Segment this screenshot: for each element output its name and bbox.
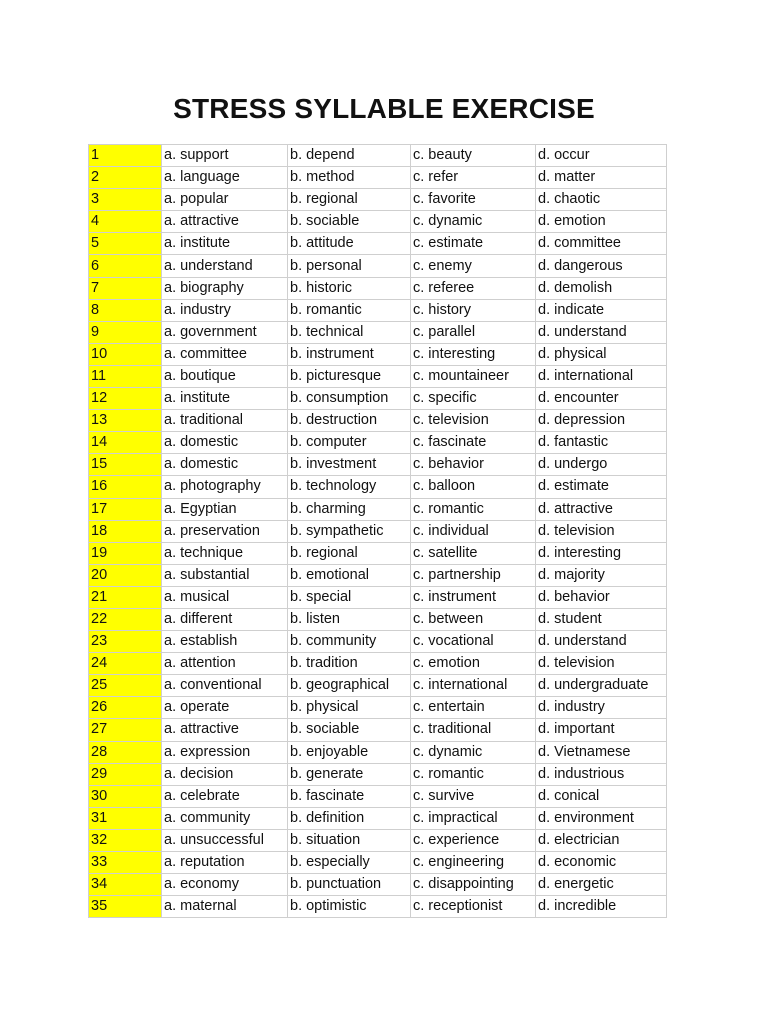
option-b-cell: b. technical xyxy=(288,321,411,343)
option-c-cell: c. survive xyxy=(411,785,536,807)
option-a-cell: a. celebrate xyxy=(162,785,288,807)
option-b-cell: b. method xyxy=(288,167,411,189)
option-d-cell: d. attractive xyxy=(536,498,667,520)
option-a-cell: a. decision xyxy=(162,763,288,785)
table-row xyxy=(89,852,667,874)
option-a-cell: a. community xyxy=(162,807,288,829)
table-row xyxy=(89,432,667,454)
option-a-cell: a. institute xyxy=(162,233,288,255)
table-row xyxy=(89,410,667,432)
question-number-cell: 25 xyxy=(89,675,162,697)
option-c-cell: c. enemy xyxy=(411,255,536,277)
option-a-cell: a. popular xyxy=(162,189,288,211)
option-d-cell: d. student xyxy=(536,608,667,630)
option-a-cell: a. establish xyxy=(162,631,288,653)
table-row xyxy=(89,476,667,498)
question-number-cell: 21 xyxy=(89,586,162,608)
option-c-cell: c. favorite xyxy=(411,189,536,211)
table-row xyxy=(89,586,667,608)
option-d-cell: d. interesting xyxy=(536,542,667,564)
question-number-cell: 30 xyxy=(89,785,162,807)
question-number-cell: 20 xyxy=(89,564,162,586)
option-b-cell: b. tradition xyxy=(288,653,411,675)
table-row xyxy=(89,631,667,653)
option-c-cell: c. instrument xyxy=(411,586,536,608)
question-number-cell: 35 xyxy=(89,896,162,918)
exercise-table xyxy=(88,144,667,918)
option-b-cell: b. listen xyxy=(288,608,411,630)
option-d-cell: d. industrious xyxy=(536,763,667,785)
option-d-cell: d. economic xyxy=(536,852,667,874)
option-c-cell: c. partnership xyxy=(411,564,536,586)
table-row xyxy=(89,542,667,564)
option-a-cell: a. attractive xyxy=(162,719,288,741)
option-a-cell: a. technique xyxy=(162,542,288,564)
question-number-cell: 8 xyxy=(89,299,162,321)
option-b-cell: b. depend xyxy=(288,145,411,167)
question-number-cell: 1 xyxy=(89,145,162,167)
option-b-cell: b. regional xyxy=(288,189,411,211)
table-row xyxy=(89,608,667,630)
question-number-cell: 10 xyxy=(89,343,162,365)
option-a-cell: a. attention xyxy=(162,653,288,675)
option-b-cell: b. situation xyxy=(288,829,411,851)
table-row xyxy=(89,763,667,785)
table-row xyxy=(89,719,667,741)
question-number-cell: 4 xyxy=(89,211,162,233)
option-a-cell: a. support xyxy=(162,145,288,167)
option-a-cell: a. industry xyxy=(162,299,288,321)
option-c-cell: c. estimate xyxy=(411,233,536,255)
option-d-cell: d. dangerous xyxy=(536,255,667,277)
option-d-cell: d. matter xyxy=(536,167,667,189)
option-d-cell: d. occur xyxy=(536,145,667,167)
option-d-cell: d. fantastic xyxy=(536,432,667,454)
option-a-cell: a. expression xyxy=(162,741,288,763)
table-row xyxy=(89,299,667,321)
table-row xyxy=(89,321,667,343)
option-b-cell: b. romantic xyxy=(288,299,411,321)
option-b-cell: b. sociable xyxy=(288,211,411,233)
option-d-cell: d. physical xyxy=(536,343,667,365)
question-number-cell: 24 xyxy=(89,653,162,675)
option-c-cell: c. mountaineer xyxy=(411,365,536,387)
option-d-cell: d. depression xyxy=(536,410,667,432)
option-a-cell: a. different xyxy=(162,608,288,630)
option-a-cell: a. institute xyxy=(162,388,288,410)
option-b-cell: b. regional xyxy=(288,542,411,564)
table-row xyxy=(89,388,667,410)
option-b-cell: b. charming xyxy=(288,498,411,520)
option-d-cell: d. indicate xyxy=(536,299,667,321)
question-number-cell: 23 xyxy=(89,631,162,653)
table-row xyxy=(89,498,667,520)
option-a-cell: a. language xyxy=(162,167,288,189)
question-number-cell: 26 xyxy=(89,697,162,719)
option-c-cell: c. parallel xyxy=(411,321,536,343)
question-number-cell: 6 xyxy=(89,255,162,277)
table-row xyxy=(89,277,667,299)
option-b-cell: b. physical xyxy=(288,697,411,719)
option-b-cell: b. destruction xyxy=(288,410,411,432)
table-row xyxy=(89,653,667,675)
table-row xyxy=(89,233,667,255)
question-number-cell: 2 xyxy=(89,167,162,189)
option-d-cell: d. international xyxy=(536,365,667,387)
option-b-cell: b. especially xyxy=(288,852,411,874)
option-c-cell: c. fascinate xyxy=(411,432,536,454)
option-c-cell: c. satellite xyxy=(411,542,536,564)
option-a-cell: a. understand xyxy=(162,255,288,277)
option-d-cell: d. undergo xyxy=(536,454,667,476)
option-c-cell: c. romantic xyxy=(411,763,536,785)
option-b-cell: b. instrument xyxy=(288,343,411,365)
option-d-cell: d. chaotic xyxy=(536,189,667,211)
option-a-cell: a. committee xyxy=(162,343,288,365)
table-row xyxy=(89,167,667,189)
option-d-cell: d. Vietnamese xyxy=(536,741,667,763)
option-a-cell: a. boutique xyxy=(162,365,288,387)
option-a-cell: a. substantial xyxy=(162,564,288,586)
option-c-cell: c. history xyxy=(411,299,536,321)
table-row xyxy=(89,454,667,476)
option-b-cell: b. consumption xyxy=(288,388,411,410)
option-b-cell: b. special xyxy=(288,586,411,608)
option-c-cell: c. between xyxy=(411,608,536,630)
option-c-cell: c. receptionist xyxy=(411,896,536,918)
option-b-cell: b. personal xyxy=(288,255,411,277)
option-d-cell: d. understand xyxy=(536,321,667,343)
question-number-cell: 29 xyxy=(89,763,162,785)
option-a-cell: a. operate xyxy=(162,697,288,719)
option-a-cell: a. traditional xyxy=(162,410,288,432)
option-b-cell: b. fascinate xyxy=(288,785,411,807)
table-row xyxy=(89,874,667,896)
option-c-cell: c. refer xyxy=(411,167,536,189)
option-b-cell: b. generate xyxy=(288,763,411,785)
option-c-cell: c. entertain xyxy=(411,697,536,719)
option-a-cell: a. musical xyxy=(162,586,288,608)
question-number-cell: 28 xyxy=(89,741,162,763)
option-a-cell: a. domestic xyxy=(162,454,288,476)
option-c-cell: c. impractical xyxy=(411,807,536,829)
question-number-cell: 14 xyxy=(89,432,162,454)
option-c-cell: c. individual xyxy=(411,520,536,542)
option-a-cell: a. preservation xyxy=(162,520,288,542)
exercise-table-body xyxy=(89,145,667,918)
table-row xyxy=(89,255,667,277)
option-b-cell: b. community xyxy=(288,631,411,653)
table-row xyxy=(89,829,667,851)
option-c-cell: c. dynamic xyxy=(411,741,536,763)
table-row xyxy=(89,365,667,387)
option-a-cell: a. government xyxy=(162,321,288,343)
option-b-cell: b. enjoyable xyxy=(288,741,411,763)
option-b-cell: b. sympathetic xyxy=(288,520,411,542)
question-number-cell: 15 xyxy=(89,454,162,476)
option-d-cell: d. industry xyxy=(536,697,667,719)
table-row xyxy=(89,697,667,719)
option-c-cell: c. vocational xyxy=(411,631,536,653)
question-number-cell: 22 xyxy=(89,608,162,630)
option-b-cell: b. computer xyxy=(288,432,411,454)
option-d-cell: d. important xyxy=(536,719,667,741)
option-d-cell: d. incredible xyxy=(536,896,667,918)
table-row xyxy=(89,675,667,697)
option-c-cell: c. romantic xyxy=(411,498,536,520)
option-b-cell: b. attitude xyxy=(288,233,411,255)
option-c-cell: c. experience xyxy=(411,829,536,851)
option-d-cell: d. committee xyxy=(536,233,667,255)
question-number-cell: 18 xyxy=(89,520,162,542)
option-d-cell: d. conical xyxy=(536,785,667,807)
option-a-cell: a. conventional xyxy=(162,675,288,697)
option-d-cell: d. emotion xyxy=(536,211,667,233)
option-a-cell: a. economy xyxy=(162,874,288,896)
option-d-cell: d. encounter xyxy=(536,388,667,410)
option-d-cell: d. understand xyxy=(536,631,667,653)
table-row xyxy=(89,564,667,586)
option-c-cell: c. television xyxy=(411,410,536,432)
option-b-cell: b. sociable xyxy=(288,719,411,741)
option-a-cell: a. Egyptian xyxy=(162,498,288,520)
question-number-cell: 11 xyxy=(89,365,162,387)
option-c-cell: c. behavior xyxy=(411,454,536,476)
question-number-cell: 9 xyxy=(89,321,162,343)
option-a-cell: a. maternal xyxy=(162,896,288,918)
question-number-cell: 12 xyxy=(89,388,162,410)
option-d-cell: d. estimate xyxy=(536,476,667,498)
question-number-cell: 34 xyxy=(89,874,162,896)
option-d-cell: d. majority xyxy=(536,564,667,586)
option-a-cell: a. unsuccessful xyxy=(162,829,288,851)
option-b-cell: b. optimistic xyxy=(288,896,411,918)
question-number-cell: 16 xyxy=(89,476,162,498)
option-c-cell: c. emotion xyxy=(411,653,536,675)
option-a-cell: a. domestic xyxy=(162,432,288,454)
option-d-cell: d. electrician xyxy=(536,829,667,851)
table-row xyxy=(89,189,667,211)
option-a-cell: a. biography xyxy=(162,277,288,299)
table-row xyxy=(89,741,667,763)
question-number-cell: 31 xyxy=(89,807,162,829)
question-number-cell: 5 xyxy=(89,233,162,255)
option-d-cell: d. environment xyxy=(536,807,667,829)
question-number-cell: 3 xyxy=(89,189,162,211)
option-b-cell: b. punctuation xyxy=(288,874,411,896)
question-number-cell: 7 xyxy=(89,277,162,299)
option-b-cell: b. technology xyxy=(288,476,411,498)
question-number-cell: 13 xyxy=(89,410,162,432)
option-b-cell: b. picturesque xyxy=(288,365,411,387)
option-b-cell: b. investment xyxy=(288,454,411,476)
option-d-cell: d. television xyxy=(536,653,667,675)
option-d-cell: d. energetic xyxy=(536,874,667,896)
option-c-cell: c. referee xyxy=(411,277,536,299)
question-number-cell: 17 xyxy=(89,498,162,520)
table-row xyxy=(89,807,667,829)
page-title: STRESS SYLLABLE EXERCISE xyxy=(173,93,595,124)
table-row xyxy=(89,211,667,233)
table-row xyxy=(89,520,667,542)
option-c-cell: c. dynamic xyxy=(411,211,536,233)
option-c-cell: c. specific xyxy=(411,388,536,410)
table-row xyxy=(89,145,667,167)
option-c-cell: c. engineering xyxy=(411,852,536,874)
option-d-cell: d. demolish xyxy=(536,277,667,299)
question-number-cell: 33 xyxy=(89,852,162,874)
question-number-cell: 32 xyxy=(89,829,162,851)
table-row xyxy=(89,343,667,365)
option-a-cell: a. photography xyxy=(162,476,288,498)
table-row xyxy=(89,785,667,807)
option-d-cell: d. undergraduate xyxy=(536,675,667,697)
option-c-cell: c. disappointing xyxy=(411,874,536,896)
option-c-cell: c. beauty xyxy=(411,145,536,167)
option-b-cell: b. geographical xyxy=(288,675,411,697)
option-c-cell: c. international xyxy=(411,675,536,697)
option-b-cell: b. definition xyxy=(288,807,411,829)
option-a-cell: a. attractive xyxy=(162,211,288,233)
option-c-cell: c. traditional xyxy=(411,719,536,741)
question-number-cell: 27 xyxy=(89,719,162,741)
option-b-cell: b. historic xyxy=(288,277,411,299)
option-c-cell: c. interesting xyxy=(411,343,536,365)
option-d-cell: d. television xyxy=(536,520,667,542)
option-a-cell: a. reputation xyxy=(162,852,288,874)
option-c-cell: c. balloon xyxy=(411,476,536,498)
option-d-cell: d. behavior xyxy=(536,586,667,608)
question-number-cell: 19 xyxy=(89,542,162,564)
option-b-cell: b. emotional xyxy=(288,564,411,586)
table-row xyxy=(89,896,667,918)
